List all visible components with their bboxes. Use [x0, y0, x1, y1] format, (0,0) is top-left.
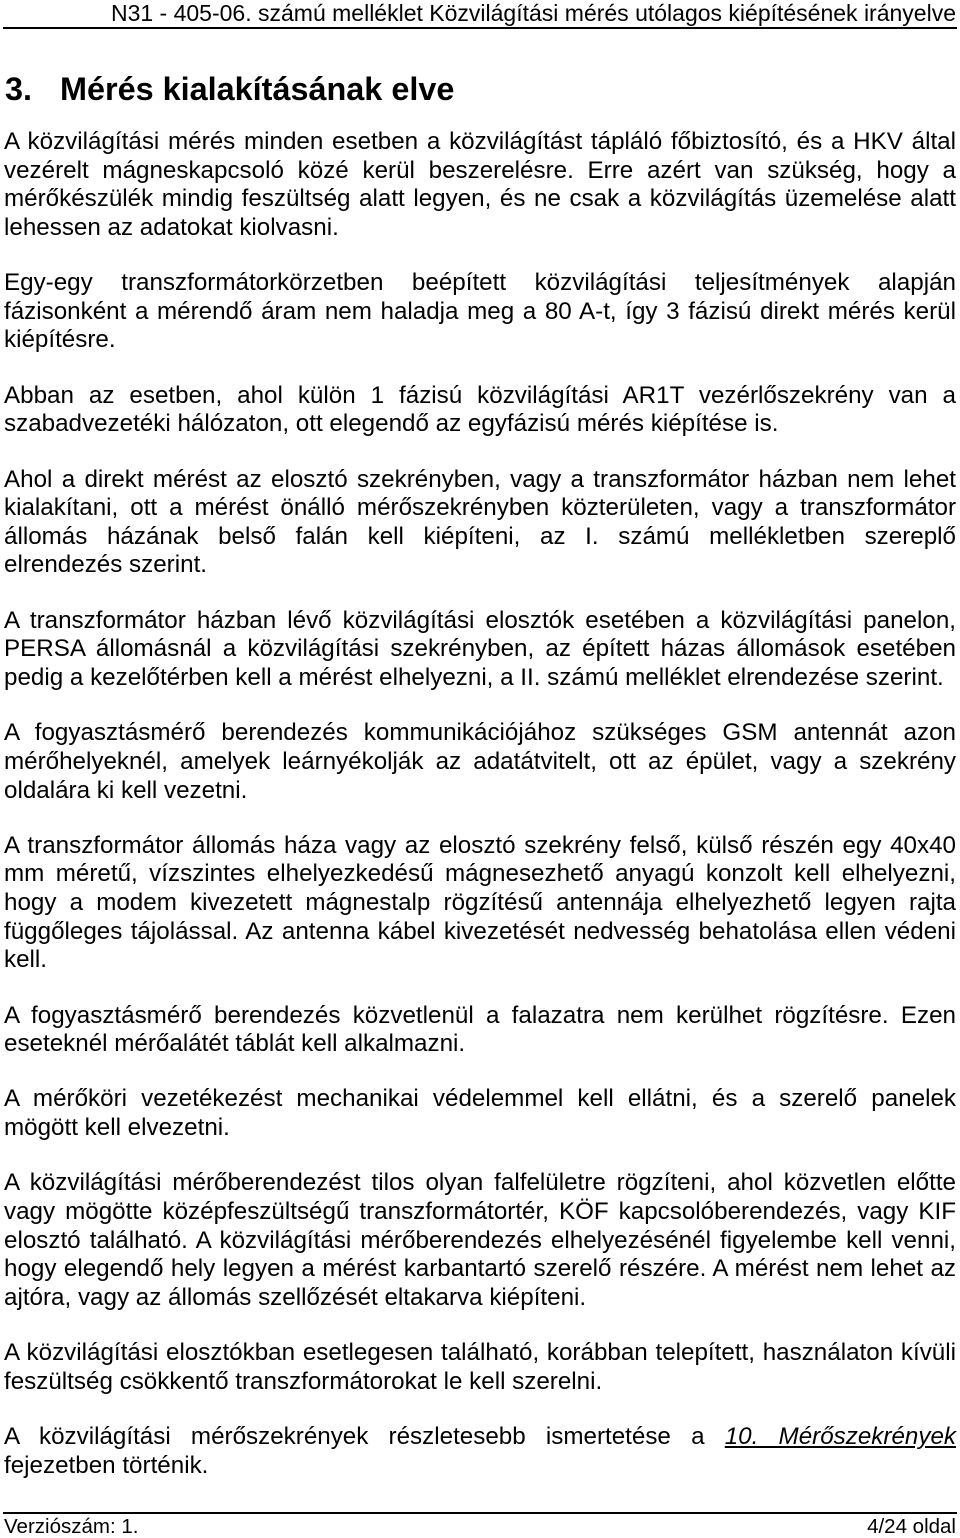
paragraph-line: A közvilágítási elosztókban esetlegesen található, korábban telepített, használaton kívüli: [4, 1339, 956, 1367]
paragraph-line: mérőhelyeknél, amelyek leárnyékolják az adatátvitelt, ott az épület, vagy a szekrény: [4, 747, 956, 775]
paragraph-line: mögött kell elvezetni.: [4, 1114, 230, 1142]
paragraph-line: A transzformátor állomás háza vagy az elosztó szekrény felső, külső részén egy 40x40: [4, 831, 956, 859]
paragraph-line: fejezetben történik.: [4, 1451, 209, 1479]
paragraph-line: oldalára ki kell vezetni.: [4, 776, 248, 804]
paragraph-line: kiépítésre.: [4, 326, 116, 354]
paragraph: [4, 719, 956, 805]
reference-paragraph: [4, 1423, 956, 1480]
paragraph: [4, 1169, 956, 1312]
paragraph-line: feszültség csökkentő transzformátorokat le kell szerelni.: [4, 1367, 603, 1395]
paragraph-line: ajtóra, vagy az állomás szellőzését eltakarva kiépíteni.: [4, 1283, 587, 1311]
paragraph-line: hogy a modem kivezetett mágnestalp rögzítésű antennája elhelyezhető legyen rajta: [4, 889, 956, 917]
paragraph-line: pedig a kezelőtérben kell a mérést elhelyezni, a II. számú melléklet elrendezése szerint.: [4, 663, 944, 691]
paragraph-line: fázisonként a mérendő áram nem haladja meg a 80 A-t, így 3 fázisú direkt mérés kerül: [4, 297, 956, 325]
paragraph-line: elrendezés szerint.: [4, 551, 208, 579]
paragraph: [4, 269, 956, 355]
page-number: 4/24 oldal: [867, 1515, 956, 1538]
header-rule: [3, 27, 957, 29]
paragraph-line: A transzformátor házban lévő közvilágítási elosztók esetében a közvilágítási panelon,: [4, 606, 956, 634]
paragraph-line: Abban az esetben, ahol külön 1 fázisú közvilágítási AR1T vezérlőszekrény van a: [4, 381, 956, 409]
section-title: Mérés kialakításának elve: [60, 71, 455, 107]
paragraph: [4, 1002, 956, 1059]
paragraph: [4, 466, 956, 581]
paragraph-line: kialakítani, ott a mérést önálló mérőszekrényben közterületen, vagy a transzformátor: [4, 494, 956, 522]
section-heading: [5, 70, 454, 108]
paragraph: [4, 1339, 956, 1396]
version-label: Verziószám: 1.: [4, 1515, 139, 1538]
paragraph-line: függőleges tájolással. Az antenna kábel kivezetését nedvesség behatolása ellen védeni: [4, 917, 956, 945]
paragraph: [4, 382, 956, 439]
paragraph-line: vezérelt mágneskapcsoló közé kerül beszerelésre. Erre azért van szükség, hogy a: [4, 156, 956, 184]
paragraph-line: kell.: [4, 946, 48, 974]
paragraph-line: vagy mögötte középfeszültségű transzformátortér, KÖF kapcsolóberendezés, vagy KIF: [4, 1197, 956, 1225]
body-text: [4, 128, 956, 1480]
paragraph-line: mérőkészülék mindig feszültség alatt legyen, és ne csak a közvilágítás üzemelése alatt: [4, 185, 956, 213]
paragraph-line: A közvilágítási mérőberendezést tilos olyan falfelületre rögzíteni, ahol közvetlen előtte: [4, 1169, 956, 1197]
paragraph-line: PERSA állomásnál a közvilágítási szekrényben, az épített házas állomások esetében: [4, 635, 956, 663]
paragraph-line: A fogyasztásmérő berendezés kommunikációjához szükséges GSM antennát azon: [4, 719, 956, 747]
paragraph-line: Egy-egy transzformátorkörzetben beépített közvilágítási teljesítmények alapján: [4, 269, 956, 297]
paragraph-line: szabadvezetéki hálózaton, ott elegendő az egyfázisú mérés kiépítése is.: [4, 410, 779, 438]
paragraph-line: A közvilágítási mérés minden esetben a közvilágítást tápláló főbiztosító, és a HKV által: [4, 128, 956, 155]
running-footer: [4, 1516, 956, 1537]
paragraph-line: hogy elegendő hely legyen a mérést karbantartó szerelő részére. A mérést nem lehet az: [4, 1255, 956, 1283]
paragraph-line: A mérőköri vezetékezést mechanikai védelemmel kell ellátni, és a szerelő panelek: [4, 1085, 956, 1113]
paragraph: [4, 1085, 956, 1142]
running-header: N31 - 405-06. számú melléklet Közvilágítási mérés utólagos kiépítésének irányelve: [110, 0, 956, 26]
paragraph: [4, 607, 956, 693]
paragraph-line: állomás házának belső falán kell kiépíteni, az I. számú mellékletben szereplő: [4, 522, 956, 550]
reference-text: A közvilágítási mérőszekrények részletesebb ismertetése a: [4, 1422, 705, 1450]
paragraph: [4, 832, 956, 975]
cross-reference-link[interactable]: 10. Mérőszekrények: [724, 1422, 956, 1450]
paragraph-line: [4, 1423, 956, 1452]
paragraph: [4, 128, 956, 243]
paragraph-line: A fogyasztásmérő berendezés közvetlenül a falazatra nem kerülhet rögzítésre. Ezen: [4, 1001, 956, 1029]
paragraph-line: mm méretű, vízszintes elhelyezkedésű mágnesezhető anyagú konzolt kell elhelyezni,: [4, 860, 956, 888]
footer-rule: [3, 1512, 957, 1514]
paragraph-line: eseteknél mérőalátét táblát kell alkalmazni.: [4, 1030, 466, 1058]
section-number: 3.: [5, 71, 33, 107]
paragraph-line: lehessen az adatokat kiolvasni.: [4, 213, 339, 241]
paragraph-line: Ahol a direkt mérést az elosztó szekrényben, vagy a transzformátor házban nem lehet: [4, 465, 956, 493]
paragraph-line: elosztó található. A közvilágítási mérőberendezés elhelyezésénél figyelembe kell venni,: [4, 1226, 956, 1254]
